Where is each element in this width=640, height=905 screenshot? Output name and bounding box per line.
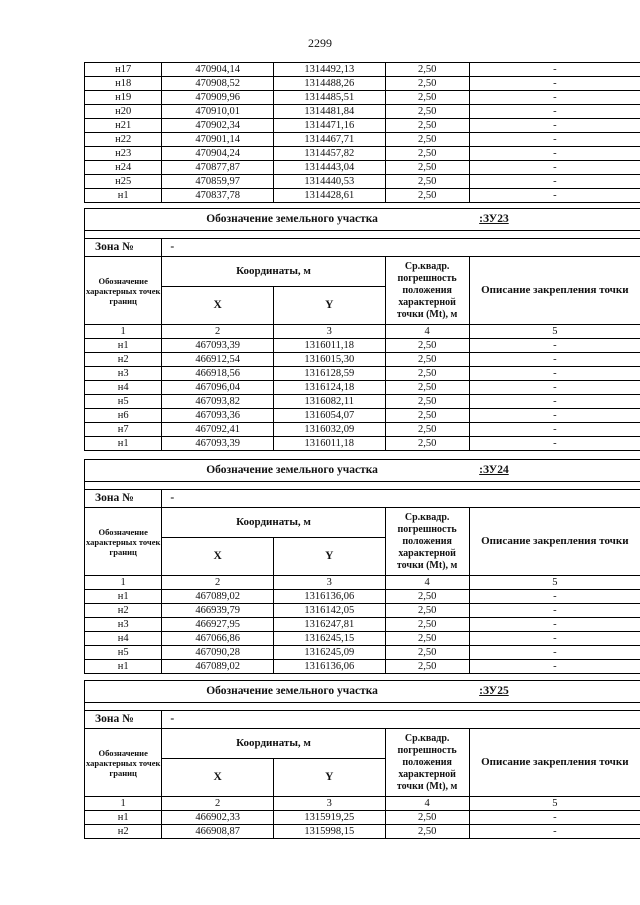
error-value: 2,50 <box>385 395 469 409</box>
column-number: 2 <box>162 576 274 590</box>
error-value: 2,50 <box>385 437 469 451</box>
error-value: 2,50 <box>385 604 469 618</box>
table-row <box>85 119 640 133</box>
table-row <box>85 604 640 618</box>
column-number: 2 <box>162 797 274 811</box>
column-number-row <box>85 576 640 590</box>
point-id: н2 <box>85 604 162 618</box>
point-id: н1 <box>85 811 162 825</box>
zone-label: Зона № <box>85 490 162 508</box>
table-row <box>85 353 640 367</box>
table-row <box>85 618 640 632</box>
error-value: 2,50 <box>385 632 469 646</box>
plot-designation-row <box>85 681 640 703</box>
zone-label: Зона № <box>85 239 162 257</box>
table-row <box>85 811 640 825</box>
spacer-row <box>85 231 640 239</box>
x-coordinate: 467092,41 <box>162 423 274 437</box>
error-value: 2,50 <box>385 646 469 660</box>
x-coordinate: 467093,82 <box>162 395 274 409</box>
error-value: 2,50 <box>385 105 469 119</box>
error-value: 2,50 <box>385 161 469 175</box>
table-row <box>85 395 640 409</box>
description: - <box>469 632 640 646</box>
x-coordinate: 470904,14 <box>162 63 274 77</box>
plot-designation-label: Обозначение земельного участка <box>85 460 470 482</box>
x-coordinate: 470837,78 <box>162 189 274 203</box>
x-coordinate: 470902,34 <box>162 119 274 133</box>
point-id: н20 <box>85 105 162 119</box>
page-number: 2299 <box>308 36 332 50</box>
spacer <box>85 231 640 239</box>
point-id: н1 <box>85 437 162 451</box>
coordinates-table-zu23 <box>84 208 640 451</box>
y-coordinate: 1314471,16 <box>274 119 386 133</box>
x-coordinate: 467089,02 <box>162 660 274 674</box>
x-header: X <box>162 287 274 325</box>
description: - <box>469 367 640 381</box>
error-header: Ср.квадр. погрешность положения характерной точки (Mt), м <box>385 508 469 576</box>
error-value: 2,50 <box>385 811 469 825</box>
point-id: н3 <box>85 367 162 381</box>
table-row <box>85 825 640 839</box>
description: - <box>469 590 640 604</box>
y-coordinate: 1316082,11 <box>273 395 385 409</box>
y-coordinate: 1316128,59 <box>273 367 385 381</box>
error-value: 2,50 <box>385 175 469 189</box>
error-value: 2,50 <box>385 618 469 632</box>
y-coordinate: 1316032,09 <box>273 423 385 437</box>
y-header: Y <box>273 759 385 797</box>
coordinates-header: Координаты, м <box>162 729 385 759</box>
zone-row <box>85 239 640 257</box>
description: - <box>469 646 640 660</box>
description-header: Описание закрепления точки <box>469 729 640 797</box>
coordinates-table-continuation <box>84 62 640 203</box>
error-value: 2,50 <box>385 77 469 91</box>
point-id: н21 <box>85 119 162 133</box>
description: - <box>469 147 640 161</box>
table-row <box>85 189 640 203</box>
coordinates-header: Координаты, м <box>162 508 385 538</box>
column-number: 5 <box>469 325 640 339</box>
point-id: н23 <box>85 147 162 161</box>
description: - <box>469 423 640 437</box>
x-coordinate: 466927,95 <box>162 618 274 632</box>
error-value: 2,50 <box>385 91 469 105</box>
description: - <box>469 395 640 409</box>
error-value: 2,50 <box>385 367 469 381</box>
point-header: Обозначение характерных точек границ <box>85 257 162 325</box>
zone-value: - <box>162 711 640 729</box>
header-row <box>85 508 640 538</box>
table-row <box>85 367 640 381</box>
table-row <box>85 105 640 119</box>
spacer-row <box>85 703 640 711</box>
description: - <box>469 437 640 451</box>
description: - <box>469 604 640 618</box>
point-id: н2 <box>85 353 162 367</box>
x-coordinate: 470859,97 <box>162 175 274 189</box>
point-id: н3 <box>85 618 162 632</box>
column-number: 5 <box>469 797 640 811</box>
y-coordinate: 1316245,09 <box>273 646 385 660</box>
zone-value: - <box>162 239 640 257</box>
y-coordinate: 1316124,18 <box>273 381 385 395</box>
table-row <box>85 339 640 353</box>
plot-designation-label: Обозначение земельного участка <box>85 681 470 703</box>
description: - <box>469 133 640 147</box>
error-value: 2,50 <box>385 381 469 395</box>
plot-designation-label: Обозначение земельного участка <box>85 209 470 231</box>
y-coordinate: 1316011,18 <box>273 437 385 451</box>
y-header: Y <box>273 538 385 576</box>
column-number: 2 <box>162 325 274 339</box>
coordinates-table-zu24 <box>84 459 640 674</box>
table-row <box>85 423 640 437</box>
spacer <box>85 703 640 711</box>
description: - <box>469 189 640 203</box>
column-number-row <box>85 325 640 339</box>
plot-designation-row <box>85 209 640 231</box>
x-coordinate: 466908,87 <box>162 825 274 839</box>
x-coordinate: 467090,28 <box>162 646 274 660</box>
y-coordinate: 1314457,82 <box>274 147 386 161</box>
description: - <box>469 409 640 423</box>
y-coordinate: 1314481,84 <box>274 105 386 119</box>
error-header: Ср.квадр. погрешность положения характерной точки (Mt), м <box>385 729 469 797</box>
header-row <box>85 729 640 759</box>
error-value: 2,50 <box>385 660 469 674</box>
y-coordinate: 1314488,26 <box>274 77 386 91</box>
x-coordinate: 466918,56 <box>162 367 274 381</box>
point-id: н1 <box>85 189 162 203</box>
error-value: 2,50 <box>385 63 469 77</box>
description: - <box>469 175 640 189</box>
x-coordinate: 470908,52 <box>162 77 274 91</box>
x-coordinate: 467093,36 <box>162 409 274 423</box>
y-coordinate: 1315919,25 <box>273 811 385 825</box>
description: - <box>469 381 640 395</box>
x-coordinate: 467096,04 <box>162 381 274 395</box>
table-row <box>85 91 640 105</box>
point-id: н18 <box>85 77 162 91</box>
description: - <box>469 77 640 91</box>
error-value: 2,50 <box>385 590 469 604</box>
zone-value: - <box>162 490 640 508</box>
point-id: н6 <box>85 409 162 423</box>
error-value: 2,50 <box>385 147 469 161</box>
column-number: 3 <box>273 325 385 339</box>
column-number: 1 <box>85 576 162 590</box>
y-coordinate: 1314443,04 <box>274 161 386 175</box>
column-number-row <box>85 797 640 811</box>
column-number: 4 <box>385 797 469 811</box>
description: - <box>469 353 640 367</box>
description: - <box>469 161 640 175</box>
error-value: 2,50 <box>385 409 469 423</box>
column-number: 5 <box>469 576 640 590</box>
zone-row <box>85 711 640 729</box>
point-id: н24 <box>85 161 162 175</box>
y-coordinate: 1314492,13 <box>274 63 386 77</box>
table-row <box>85 646 640 660</box>
description: - <box>469 105 640 119</box>
table-row <box>85 381 640 395</box>
y-coordinate: 1314485,51 <box>274 91 386 105</box>
error-value: 2,50 <box>385 353 469 367</box>
error-header: Ср.квадр. погрешность положения характерной точки (Mt), м <box>385 257 469 325</box>
table-row <box>85 660 640 674</box>
description: - <box>469 618 640 632</box>
point-id: н1 <box>85 660 162 674</box>
table-row <box>85 409 640 423</box>
x-coordinate: 470877,87 <box>162 161 274 175</box>
point-id: н17 <box>85 63 162 77</box>
point-id: н2 <box>85 825 162 839</box>
description: - <box>469 660 640 674</box>
table-row <box>85 175 640 189</box>
error-value: 2,50 <box>385 133 469 147</box>
x-coordinate: 466912,54 <box>162 353 274 367</box>
point-id: н4 <box>85 381 162 395</box>
column-number: 4 <box>385 576 469 590</box>
x-coordinate: 470910,01 <box>162 105 274 119</box>
y-header: Y <box>273 287 385 325</box>
header-row <box>85 257 640 287</box>
error-value: 2,50 <box>385 339 469 353</box>
x-coordinate: 467093,39 <box>162 437 274 451</box>
table-row <box>85 133 640 147</box>
x-coordinate: 467093,39 <box>162 339 274 353</box>
point-id: н25 <box>85 175 162 189</box>
column-number: 4 <box>385 325 469 339</box>
x-coordinate: 467089,02 <box>162 590 274 604</box>
x-coordinate: 470909,96 <box>162 91 274 105</box>
error-value: 2,50 <box>385 423 469 437</box>
y-coordinate: 1316015,30 <box>273 353 385 367</box>
column-number: 1 <box>85 325 162 339</box>
x-coordinate: 470904,24 <box>162 147 274 161</box>
description-header: Описание закрепления точки <box>469 508 640 576</box>
y-coordinate: 1316142,05 <box>273 604 385 618</box>
table-row <box>85 147 640 161</box>
coordinates-header: Координаты, м <box>162 257 385 287</box>
y-coordinate: 1316245,15 <box>273 632 385 646</box>
description: - <box>469 119 640 133</box>
spacer <box>85 482 640 490</box>
x-coordinate: 466902,33 <box>162 811 274 825</box>
x-header: X <box>162 759 274 797</box>
point-id: н5 <box>85 395 162 409</box>
description: - <box>469 825 640 839</box>
description: - <box>469 339 640 353</box>
table-row <box>85 161 640 175</box>
table-row <box>85 63 640 77</box>
error-value: 2,50 <box>385 119 469 133</box>
plot-designation-row <box>85 460 640 482</box>
point-id: н5 <box>85 646 162 660</box>
zone-row <box>85 490 640 508</box>
description: - <box>469 811 640 825</box>
table-row <box>85 437 640 451</box>
x-coordinate: 467066,86 <box>162 632 274 646</box>
y-coordinate: 1316011,18 <box>273 339 385 353</box>
error-value: 2,50 <box>385 825 469 839</box>
table-row <box>85 590 640 604</box>
point-id: н1 <box>85 590 162 604</box>
point-id: н7 <box>85 423 162 437</box>
description: - <box>469 63 640 77</box>
y-coordinate: 1316054,07 <box>273 409 385 423</box>
table-row <box>85 77 640 91</box>
x-header: X <box>162 538 274 576</box>
spacer-row <box>85 482 640 490</box>
y-coordinate: 1314428,61 <box>274 189 386 203</box>
point-header: Обозначение характерных точек границ <box>85 729 162 797</box>
plot-id: :ЗУ25 <box>469 681 640 703</box>
x-coordinate: 470901,14 <box>162 133 274 147</box>
point-id: н4 <box>85 632 162 646</box>
x-coordinate: 466939,79 <box>162 604 274 618</box>
coordinates-table-zu25 <box>84 680 640 839</box>
point-id: н19 <box>85 91 162 105</box>
zone-label: Зона № <box>85 711 162 729</box>
error-value: 2,50 <box>385 189 469 203</box>
y-coordinate: 1316247,81 <box>273 618 385 632</box>
y-coordinate: 1316136,06 <box>273 590 385 604</box>
y-coordinate: 1314467,71 <box>274 133 386 147</box>
plot-id: :ЗУ23 <box>469 209 640 231</box>
point-header: Обозначение характерных точек границ <box>85 508 162 576</box>
table-row <box>85 632 640 646</box>
description: - <box>469 91 640 105</box>
description-header: Описание закрепления точки <box>469 257 640 325</box>
plot-id: :ЗУ24 <box>469 460 640 482</box>
y-coordinate: 1316136,06 <box>273 660 385 674</box>
column-number: 3 <box>273 576 385 590</box>
point-id: н22 <box>85 133 162 147</box>
y-coordinate: 1314440,53 <box>274 175 386 189</box>
point-id: н1 <box>85 339 162 353</box>
column-number: 3 <box>273 797 385 811</box>
y-coordinate: 1315998,15 <box>273 825 385 839</box>
column-number: 1 <box>85 797 162 811</box>
